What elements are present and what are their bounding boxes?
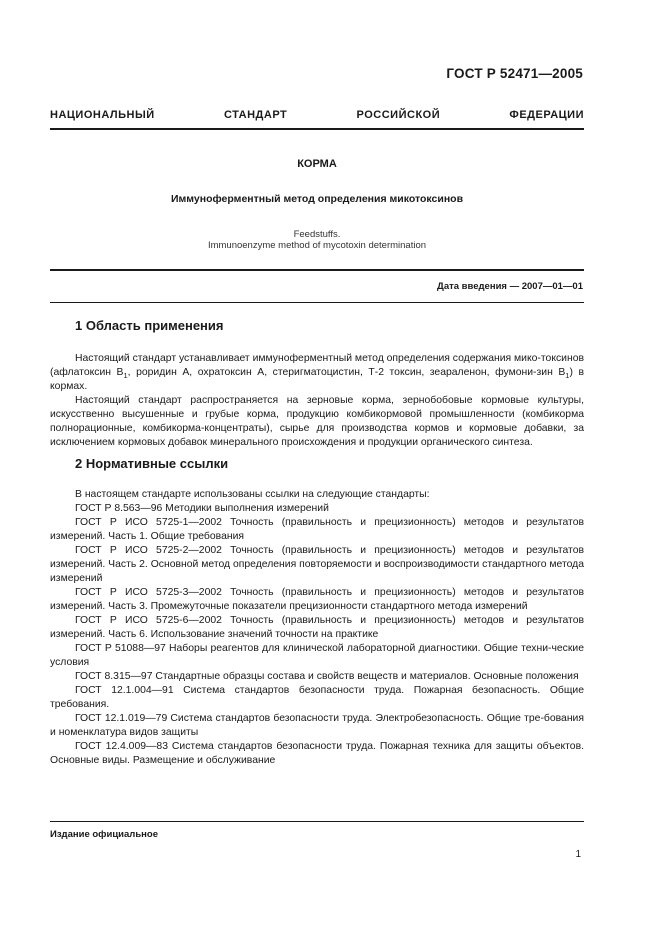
references-intro: В настоящем стандарте использованы ссылки на следующие стандарты: [75, 489, 430, 500]
reference-item: ГОСТ 8.315—97 Стандартные образцы состава и свойств веществ и материалов. Основные положения [75, 671, 579, 682]
footer-rule [50, 821, 584, 822]
reference-item: ГОСТ Р ИСО 5725-2—2002 Точность (правильность и прецизионность) методов и результатов измерений. Часть 2. Основной метод определения повторяемости и воспроизводимости стандартного метода измерений [50, 545, 584, 584]
header-rule [50, 128, 584, 130]
section-1-paragraph-1: Настоящий стандарт устанавливает иммуноферментный метод определения содержания мико-токсинов (афлатоксин $В_1$, роридин А, охратоксин А, стеригматоцистин, Т-2 токсин, зеараленон, фумони-зин $В_1$) в кормах. [50, 353, 585, 392]
reference-item: ГОСТ 12.1.019—79 Система стандартов безопасности труда. Электробезопасность. Общие тре-бования и номенклатура видов защиты [50, 713, 584, 738]
gost-code: ГОСТ Р 52471—2005 [446, 66, 583, 81]
reference-item: ГОСТ Р 51088—97 Наборы реагентов для клинической лабораторной диагностики. Общие техни-ческие условия [50, 643, 584, 668]
reference-item: ГОСТ Р ИСО 5725-1—2002 Точность (правильность и прецизионность) методов и результатов измерений. Часть 1. Общие требования [50, 517, 584, 542]
reference-item: ГОСТ Р ИСО 5725-6—2002 Точность (правильность и прецизионность) методов и результатов измерений. Часть 6. Использование значений точности на практике [50, 615, 584, 640]
official-edition-label: Издание официальное [50, 829, 158, 840]
reference-item: ГОСТ 12.1.004—91 Система стандартов безопасности труда. Пожарная безопасность. Общие требования. [50, 685, 584, 710]
page-number: 1 [575, 849, 581, 860]
national-standard-banner: НАЦИОНАЛЬНЫЙ СТАНДАРТ РОССИЙСКОЙ ФЕДЕРАЦИИ [50, 109, 584, 121]
reference-item: ГОСТ Р ИСО 5725-3—2002 Точность (правильность и прецизионность) методов и результатов измерений. Часть 3. Промежуточные показатели прецизионности стандартного метода измерений [50, 587, 584, 612]
english-title-line2: Immunoenzyme method of mycotoxin determination [207, 240, 427, 251]
reference-item: ГОСТ Р 8.563—96 Методики выполнения измерений [75, 503, 329, 514]
introduction-date: Дата введения — 2007—01—01 [437, 281, 583, 292]
date-rule [50, 302, 584, 303]
section-2-heading: 2 Нормативные ссылки [75, 456, 229, 471]
document-subtitle: Иммуноферментный метод определения микотоксинов [170, 193, 464, 205]
section-1-heading: 1 Область применения [75, 318, 224, 333]
title-rule [50, 269, 584, 271]
section-2-body [50, 488, 584, 768]
english-title-line1: Feedstuffs. [293, 229, 341, 240]
reference-item: ГОСТ 12.4.009—83 Система стандартов безопасности труда. Пожарная техника для защиты объектов. Основные виды. Размещение и обслуживание [50, 741, 584, 766]
document-title: КОРМА [297, 158, 337, 170]
section-1-paragraph-2: Настоящий стандарт распространяется на зерновые корма, зернобобовые кормовые культуры, искусственно высушенные и грубые корма, продукцию комбикормовой промышленности (комбикорма полнорационные, комбикорма-концентраты), сырье для производства кормов и кормовые добавки, за исключением кормовых добавок минерального происхождения и продукции органического синтеза. [50, 395, 584, 448]
section-1-body [50, 352, 584, 450]
